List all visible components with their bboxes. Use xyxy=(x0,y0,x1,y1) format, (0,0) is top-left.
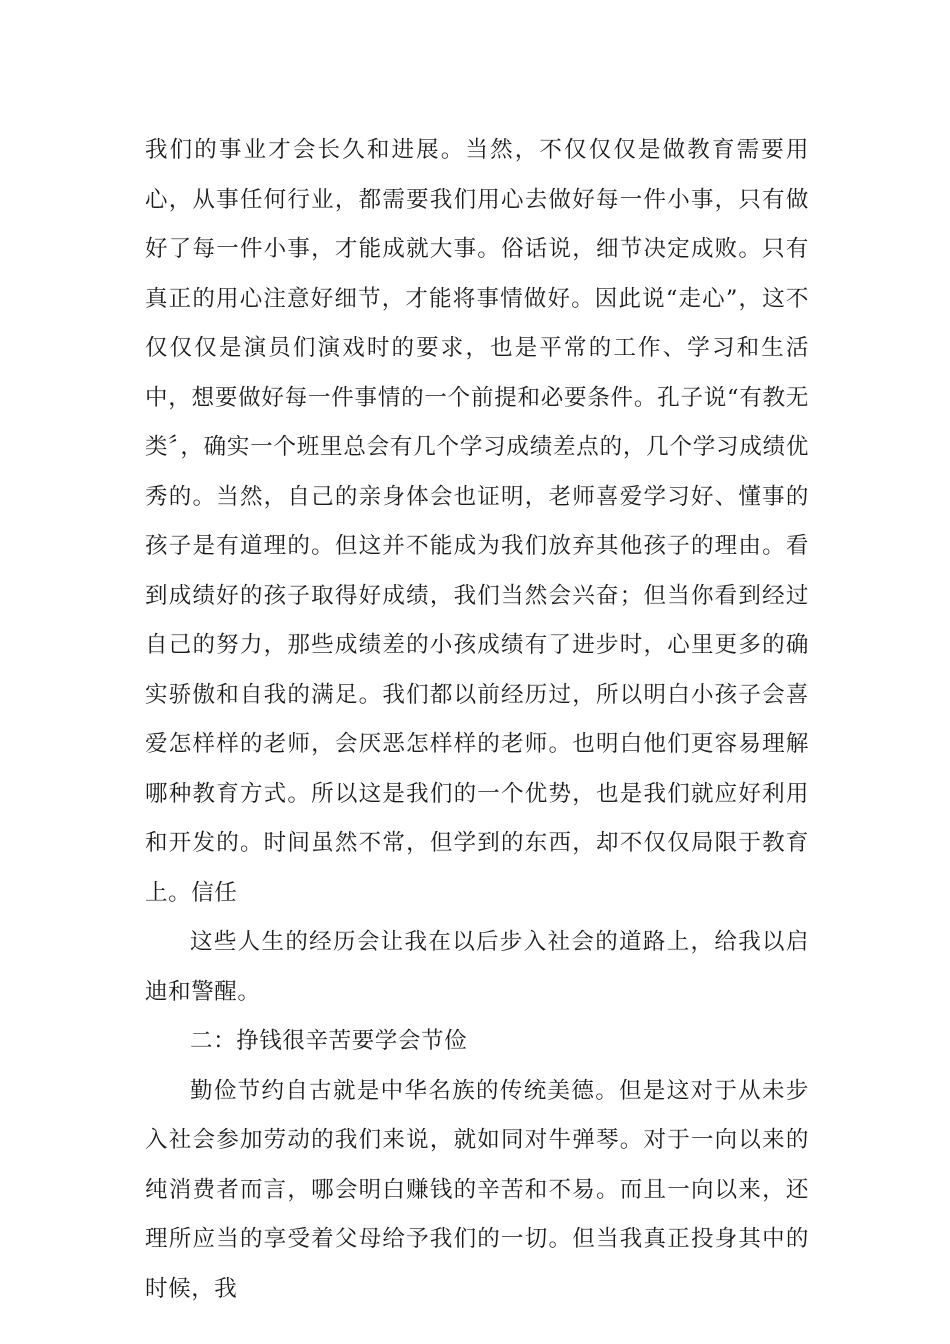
paragraph-continuation: 我们的事业才会长久和进展。当然，不仅仅仅是做教育需要用心，从事任何行业，都需要我们用心去做好每一件小事，只有做好了每一件小事，才能成就大事。俗话说，细节决定成败。只有真正的用心注意好细节，才能将事情做好。因此说“走心”，这不仅仅仅是演员们演戏时的要求，也是平常的工作、学习和生活中，想要做好每一件事情的一个前提和必要条件。孔子说“有教无类〞，确实一个班里总会有几个学习成绩差点的，几个学习成绩优秀的。当然，自己的亲身体会也证明，老师喜爱学习好、懂事的孩子是有道理的。但这并不能成为我们放弃其他孩子的理由。看到成绩好的孩子取得好成绩，我们当然会兴奋；但当你看到经过自己的努力，那些成绩差的小孩成绩有了进步时，心里更多的确实骄傲和自我的满足。我们都以前经历过，所以明白小孩子会喜爱怎样样的老师，会厌恶怎样样的老师。也明白他们更容易理解哪种教育方式。所以这是我们的一个优势，也是我们就应好利用和开发的。时间虽然不常，但学到的东西，却不仅仅局限于教育上。信任 xyxy=(145,137,809,906)
paragraph-frugality: 勤俭节约自古就是中华名族的传统美德。但是这对于从未步入社会参加劳动的我们来说，就如同对牛弹琴。对于一向以来的纯消费者而言，哪会明白赚钱的辛苦和不易。而且一向以来，还理所应当的享受着父母给予我们的一切。但当我真正投身其中的时候，我 xyxy=(145,1077,809,1302)
document-body xyxy=(145,126,809,1314)
paragraph-reflection: 这些人生的经历会让我在以后步入社会的道路上，给我以启迪和警醒。 xyxy=(145,929,809,1005)
section-heading: 二：挣钱很辛苦要学会节俭 xyxy=(190,1028,468,1054)
